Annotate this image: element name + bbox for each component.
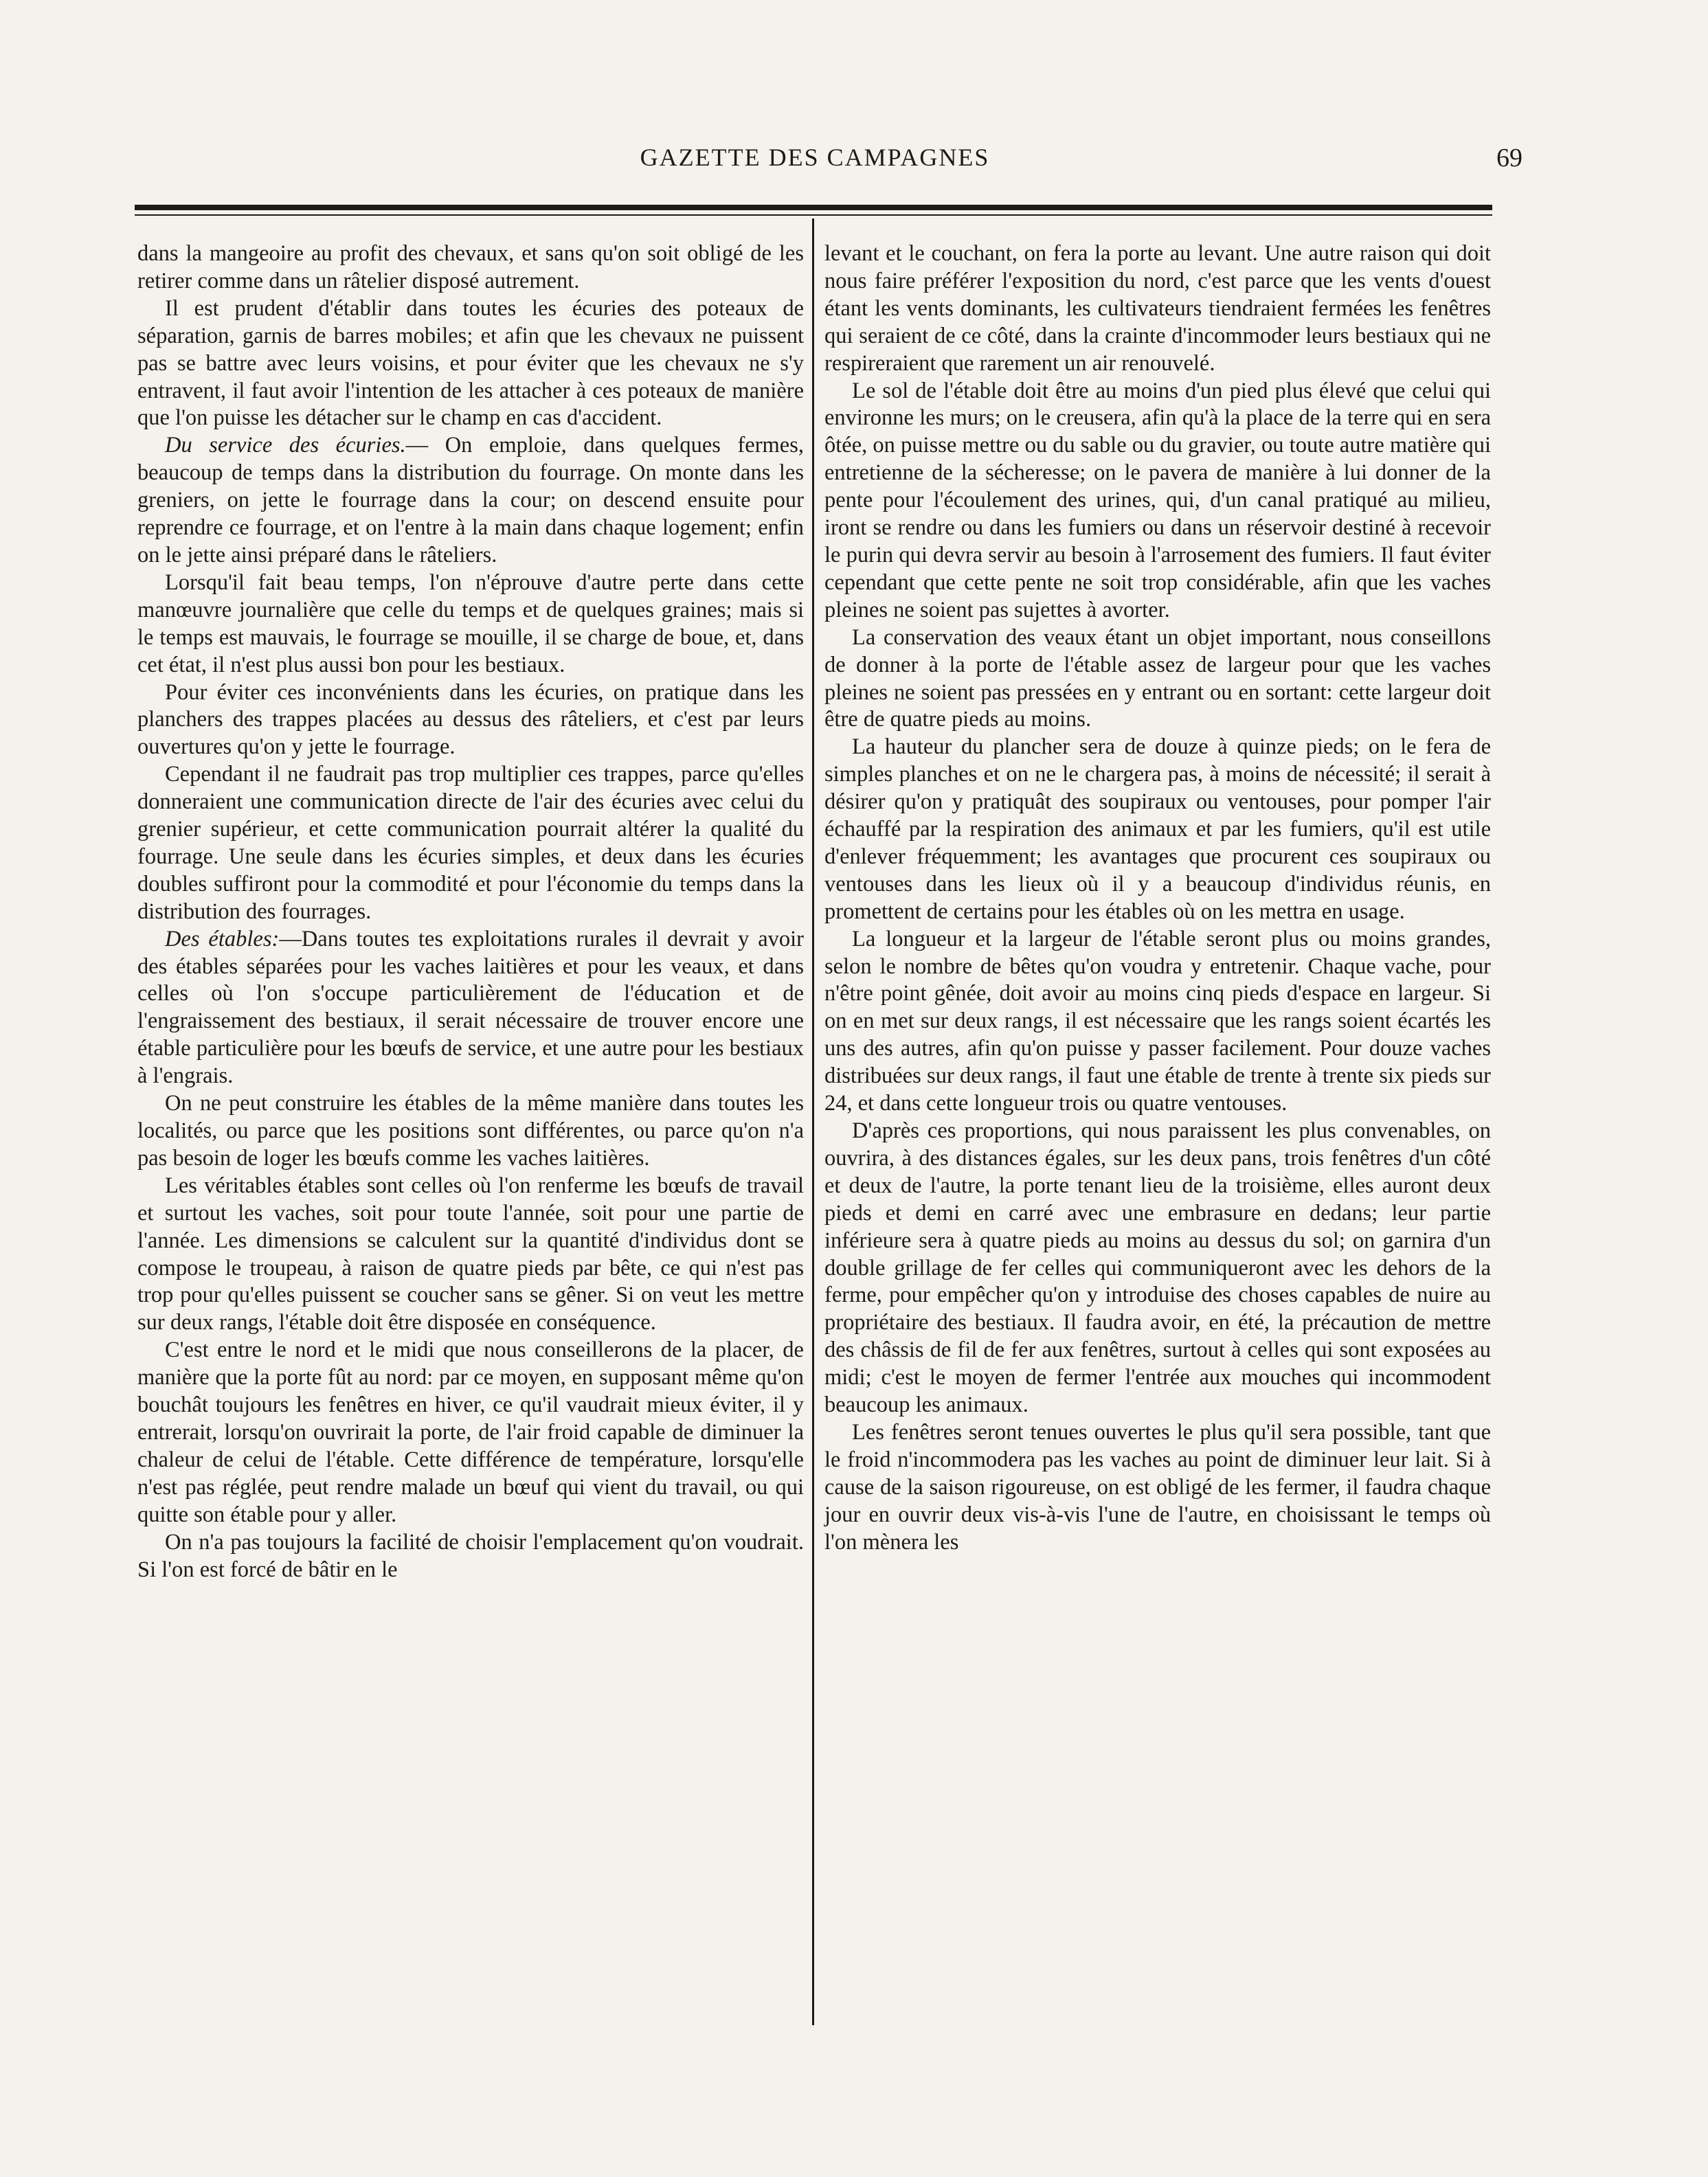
paragraph-continued: dans la mangeoire au profit des chevaux, et sans qu'on soit obligé de les retirer comme dans un râtelier disposé autrement. (137, 241, 804, 293)
section-text: — On emploie, dans quelques fermes, beaucoup de temps dans la distribution du fourrage. On monte dans les greniers, on jette le fourrage dans la cour; on descend ensuite pour reprendre ce fourrage, et on l'entre à la main dans chaque logement; enfin on le jette ainsi préparé dans le râteliers. (137, 433, 805, 567)
paragraph: D'après ces proportions, qui nous paraissent les plus convenables, on ouvrira, à des distances égales, sur les deux pans, trois fenêtres d'un côté et deux de l'autre, la porte tenant lieu de la troisième, elles auront deux pieds et demi en carré avec une embrasure en dedans; leur partie inférieure sera à quatre pieds au moins au dessus du sol; on garnira d'un double grillage de fer celles qui communiqueront avec les dehors de la ferme, pour empêcher qu'on y introduise des choses capables de nuire au propriétaire des bestiaux. Il faudra avoir, en été, la précaution de mettre des châssis de fil de fer aux fenêtres, surtout à celles qui sont exposées au midi; c'est le moyen de fermer l'entrée aux mouches qui incommodent beaucoup les animaux. (824, 1118, 1491, 1418)
paragraph: C'est entre le nord et le midi que nous conseillerons de la placer, de manière que la porte fût au nord: par ce moyen, en supposant même qu'on bouchât toujours les fenêtres en hiver, ce qu'il vaudrait mieux éviter, il y entrerait, lorsqu'on ouvrirait la porte, de l'air froid capable de diminuer la chaleur de celui de l'étable. Cette différence de température, lorsqu'elle n'est pas réglée, peut rendre malade un bœuf qui vient du travail, ou qui quitte son étable pour y aller. (137, 1338, 804, 1527)
publication-title: GAZETTE DES CAMPAGNES (640, 144, 990, 171)
paragraph: Les véritables étables sont celles où l'on renferme les bœufs de travail et surtout les vaches, soit pour toute l'année, soit pour une partie de l'année. Les dimensions se calculent sur la quantité d'individus dont se compose le troupeau, à raison de quatre pieds par bête, ce qui n'est pas trop pour qu'elles puissent se coucher sans se gêner. Si on veut les mettre sur deux rangs, l'étable doit être disposée en conséquence. (137, 1173, 804, 1335)
paragraph: Pour éviter ces inconvénients dans les écuries, on pratique dans les planchers des trappes placées au dessus des râteliers, et c'est par leurs ouvertures qu'on y jette le fourrage. (137, 679, 804, 760)
section-heading: Des étables: (165, 926, 280, 951)
paragraph: La hauteur du plancher sera de douze à quinze pieds; on le fera de simples planches et on ne le chargera pas, à moins de nécessité; il serait à désirer qu'on y pratiquât des soupiraux ou ventouses, pour pomper l'air échauffé par la respiration des animaux et par les fumiers, qu'il est utile d'enlever fréquemment; les avantages que procurent ces soupiraux ou ventouses dans les lieux où il y a beaucoup d'individus réunis, en promettent de certains pour les étables où on les mettra en usage. (824, 734, 1491, 924)
section-text: —Dans toutes tes exploitations rurales il devrait y avoir des étables séparées pour les vaches laitières et pour les veaux, et dans celles où l'on s'occupe particulièrement de l'éducation et de l'engraissement des bestiaux, il serait nécessaire de trouver encore une étable particulière pour les bœufs de service, et une autre pour les bestiaux à l'engrais. (137, 926, 804, 1089)
running-head (135, 143, 1522, 181)
header-rule-thin (135, 214, 1492, 216)
right-column (824, 240, 1491, 1557)
paragraph: On n'a pas toujours la facilité de choisir l'emplacement qu'on voudrait. Si l'on est forcé de bâtir en le (137, 1529, 804, 1582)
paragraph: Le sol de l'étable doit être au moins d'un pied plus élevé que celui qui environne les murs; on le creusera, afin qu'à la place de la terre qui en sera ôtée, on puisse mettre ou du sable ou du gravier, ou toute autre matière qui entretienne de la sécheresse; on le pavera de manière à lui donner de la pente pour l'écoulement des urines, qui, d'un canal pratiqué au milieu, iront se rendre ou dans les fumiers ou dans un réservoir destiné à recevoir le purin qui devra servir au besoin à l'arrosement des fumiers. Il faut éviter cependant que cette pente ne soit trop considérable, afin que les vaches pleines ne soient pas sujettes à avorter. (824, 378, 1491, 622)
section-heading: Du service des écuries. (165, 433, 406, 458)
left-column (137, 240, 804, 1583)
page-number: 69 (1496, 144, 1522, 172)
paragraph: Cependant il ne faudrait pas trop multiplier ces trappes, parce qu'elles donneraient une communication directe de l'air des écuries avec celui du grenier supérieur, et cette communication pourrait altérer la qualité du fourrage. Une seule dans les écuries simples, et deux dans les écuries doubles suffiront pour la commodité et pour l'économie du temps dans la distribution des fourrages. (137, 762, 804, 924)
section-paragraph (137, 432, 804, 569)
paragraph: Il est prudent d'établir dans toutes les écuries des poteaux de séparation, garnis de barres mobiles; et afin que les chevaux ne puissent pas se battre avec leurs voisins, et pour éviter que les chevaux ne s'y entravent, il faut avoir l'intention de les attacher à ces poteaux de manière que l'on puisse les détacher sur le champ en cas d'accident. (137, 295, 804, 431)
paragraph: Les fenêtres seront tenues ouvertes le plus qu'il sera possible, tant que le froid n'incommodera pas les vaches au point de diminuer leur lait. Si à cause de la saison rigoureuse, on est obligé de les fermer, il faudra chaque jour en ouvrir deux vis-à-vis l'une de l'autre, en choisissant le temps où l'on mènera les (824, 1419, 1491, 1555)
paragraph: On ne peut construire les étables de la même manière dans toutes les localités, ou parce que les positions sont différentes, ou parce qu'on n'a pas besoin de loger les bœufs comme les vaches laitières. (137, 1091, 804, 1171)
paragraph: Lorsqu'il fait beau temps, l'on n'éprouve d'autre perte dans cette manœuvre journalière que celle du temps et de quelques graines; mais si le temps est mauvais, le fourrage se mouille, il se charge de boue, et, dans cet état, il n'est plus aussi bon pour les bestiaux. (137, 569, 804, 677)
paragraph: La conservation des veaux étant un objet important, nous conseillons de donner à la porte de l'étable assez de largeur pour que les vaches pleines ne soient pas pressées en y entrant ou en sortant: cette largeur doit être de quatre pieds au moins. (824, 624, 1491, 732)
section-paragraph (137, 926, 804, 1090)
paragraph: La longueur et la largeur de l'étable seront plus ou moins grandes, selon le nombre de bêtes qu'on voudra y entretenir. Chaque vache, pour n'être point gênée, doit avoir au moins cinq pieds d'espace en largeur. Si on en met sur deux rangs, il est nécessaire que les rangs soient écartés les uns des autres, afin qu'on puisse y passer facilement. Pour douze vaches distribuées sur deux rangs, il faut une étable de trente à trente six pieds sur 24, et dans cette longueur trois ou quatre ventouses. (824, 926, 1491, 1116)
paragraph-continued: levant et le couchant, on fera la porte au levant. Une autre raison qui doit nous faire préférer l'exposition du nord, c'est parce que les vents d'ouest étant les vents dominants, les cultivateurs tiendraient fermées les fenêtres qui seraient de ce côté, dans la crainte d'incommoder leurs bestiaux qui ne respireraient que rarement un air renouvelé. (824, 241, 1491, 376)
column-divider (812, 218, 814, 2025)
header-rule-thick (135, 205, 1492, 210)
